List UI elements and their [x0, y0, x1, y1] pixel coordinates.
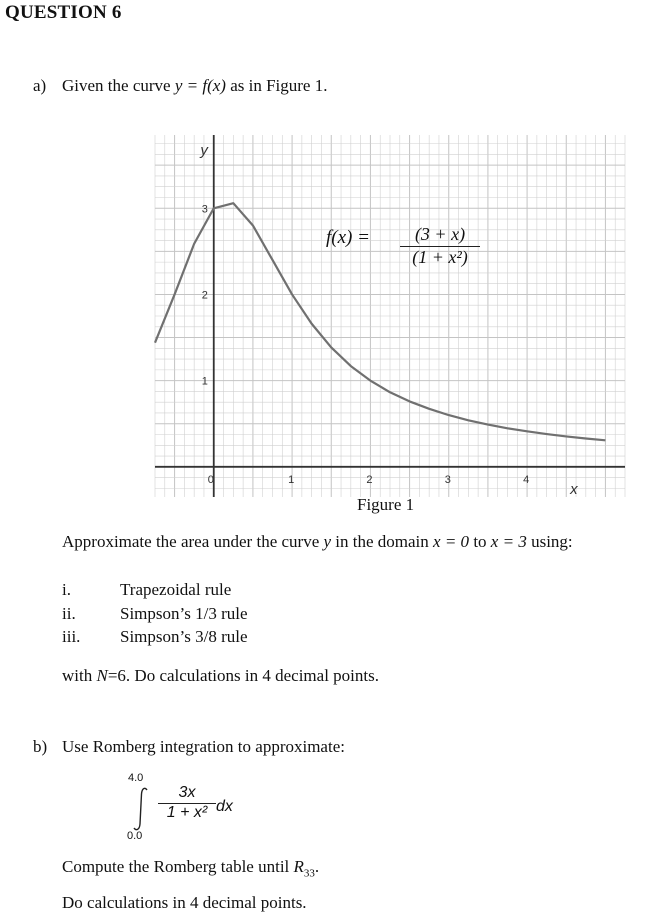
integrand-numerator: 3x — [178, 784, 196, 801]
method-text: Simpson’s 1/3 rule — [120, 604, 248, 623]
formula-fraction — [398, 224, 482, 268]
method-text: Trapezoidal rule — [120, 580, 232, 599]
approx-to: x = 3 — [490, 532, 527, 551]
subinterval-note — [62, 666, 379, 686]
compute-pre: Compute the Romberg table until — [62, 857, 294, 876]
formula-denominator: (1 + x²) — [412, 247, 468, 267]
part-a-intro-eq: y = f(x) — [174, 76, 226, 95]
formula-lhs-text: f(x) = — [326, 227, 370, 248]
part-a-intro — [62, 76, 327, 96]
part-b-intro: Use Romberg integration to approximate: — [62, 737, 345, 756]
formula-lhs — [326, 227, 370, 249]
figure-caption: Figure 1 — [357, 495, 415, 514]
compute-symbol: R — [293, 857, 304, 876]
x-tick-label: 3 — [444, 473, 451, 486]
method-number: i. — [62, 580, 71, 599]
decimals-note: Do calculations in 4 decimal points. — [62, 893, 307, 912]
chart-tick-labels — [199, 142, 578, 498]
compute-post: . — [314, 857, 320, 876]
with-pre: with — [62, 666, 97, 685]
integral-lower-limit: 0.0 — [127, 830, 143, 842]
method-text: Simpson’s 3/8 rule — [120, 627, 248, 646]
approx-from: x = 0 — [433, 532, 470, 551]
part-b-label: b) — [33, 737, 48, 756]
x-axis-label: x — [570, 480, 578, 498]
compute-subscript: 33 — [303, 867, 315, 880]
with-n: N — [96, 666, 108, 685]
y-tick-label: 2 — [201, 289, 208, 302]
y-tick-label: 3 — [201, 203, 208, 216]
method-number: iii. — [62, 627, 81, 646]
part-a-label: a) — [33, 76, 47, 95]
x-tick-label: 1 — [288, 473, 295, 486]
figure-1-chart — [150, 130, 630, 502]
integral-differential: dx — [216, 798, 233, 815]
formula-numerator: (3 + x) — [414, 224, 466, 244]
integrand-denominator: 1 + x² — [166, 804, 208, 821]
x-tick-label: 2 — [366, 473, 373, 486]
integral-upper-limit: 4.0 — [128, 772, 144, 784]
x-tick-label: 4 — [523, 473, 530, 486]
approx-post: using: — [526, 532, 573, 551]
approx-mid: in the domain — [331, 532, 434, 551]
integral-sign-icon — [130, 786, 154, 832]
chart-grid — [155, 135, 625, 497]
part-a-intro-post: as in Figure 1. — [225, 76, 328, 95]
romberg-instruction — [62, 857, 319, 879]
integrand-fraction — [158, 784, 216, 822]
x-tick-label: 0 — [207, 473, 214, 486]
approx-var: y — [323, 532, 332, 551]
approximate-instruction — [62, 532, 573, 552]
method-number: ii. — [62, 604, 76, 623]
y-axis-label: y — [200, 141, 208, 159]
with-post: =6. Do calculations in 4 decimal points. — [107, 666, 379, 685]
part-a-intro-pre: Given the curve — [62, 76, 175, 95]
y-tick-label: 1 — [201, 375, 208, 388]
approx-pre: Approximate the area under the curve — [62, 532, 324, 551]
approx-to-word: to — [469, 532, 491, 551]
question-title: QUESTION 6 — [5, 2, 122, 23]
